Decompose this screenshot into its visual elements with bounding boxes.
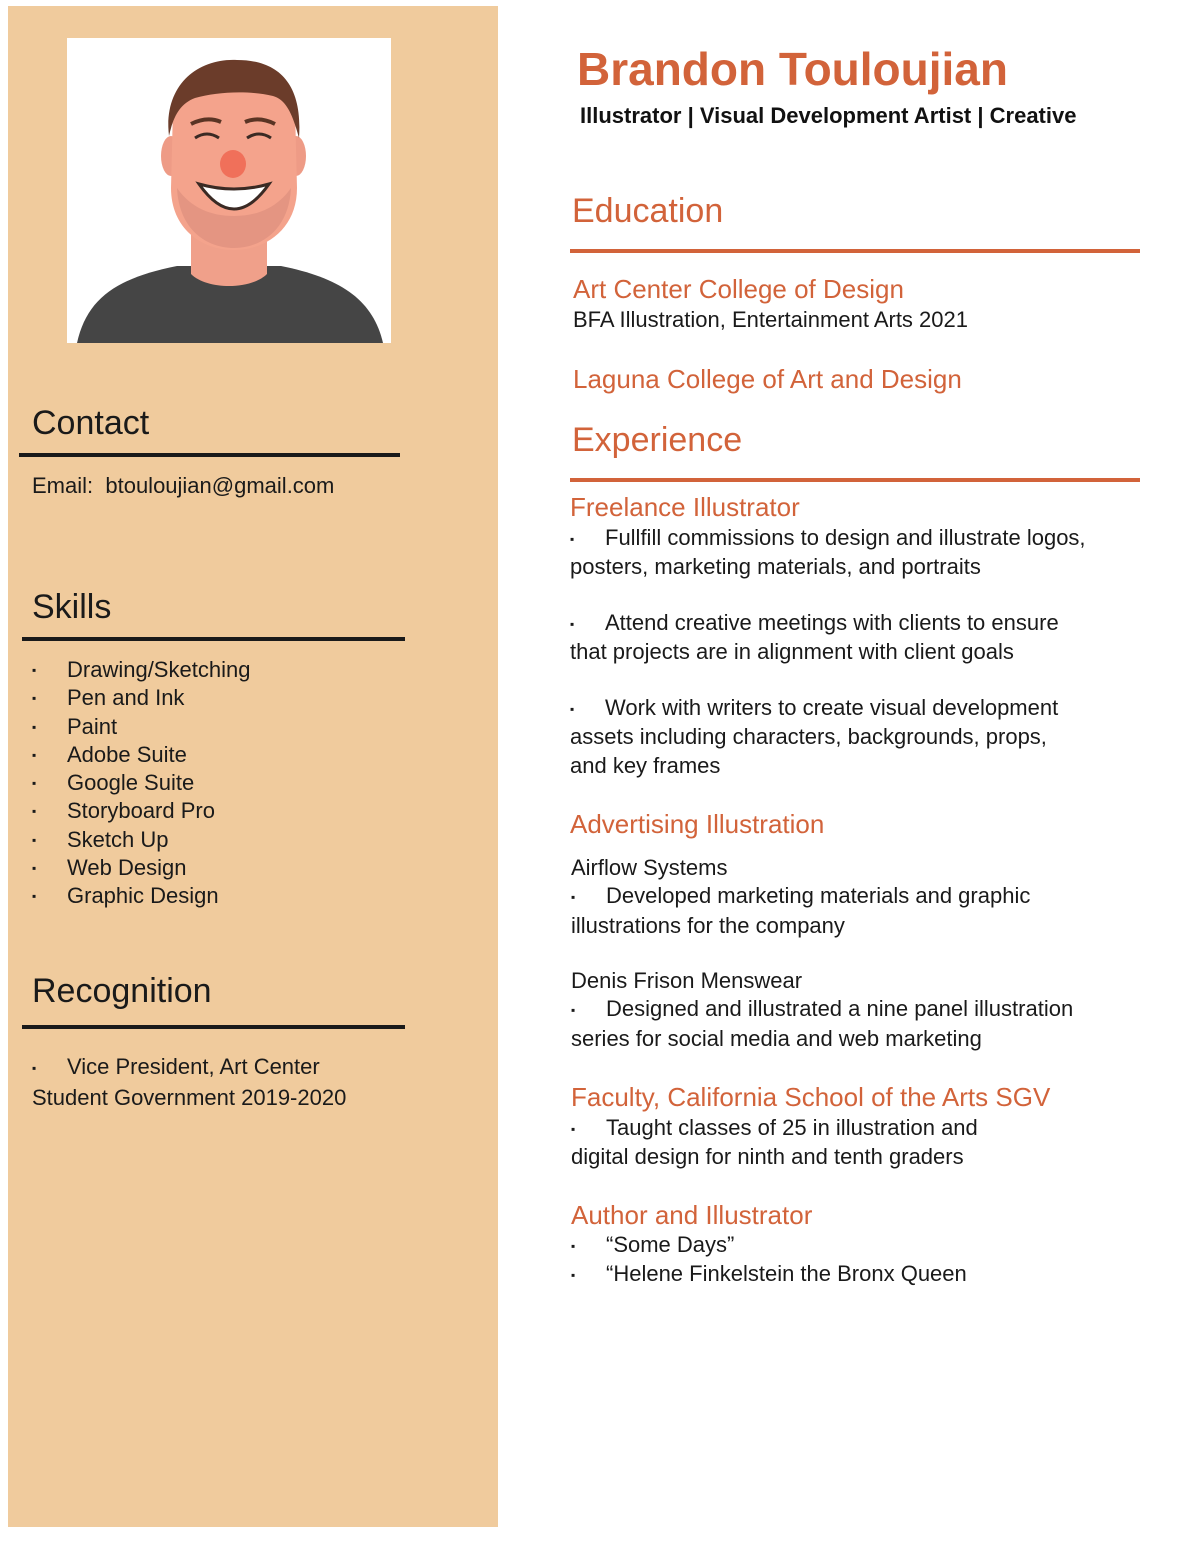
list-item: ▪ Sketch Up	[32, 826, 169, 852]
list-item: ▪ Paint	[32, 713, 118, 739]
list-item: ▪ Google Suite	[32, 770, 195, 796]
book-list	[571, 1231, 967, 1290]
job-title: Faculty, California School of the Arts SGV	[571, 1082, 1051, 1112]
list-item: ▪ “Helene Finkelstein the Bronx Queen	[571, 1261, 967, 1287]
client-name: Airflow Systems	[571, 855, 728, 880]
candidate-name: Brandon Touloujian	[577, 43, 1008, 95]
contact-divider	[19, 453, 400, 457]
list-item: ▪ Graphic Design	[32, 883, 219, 909]
school-name: Art Center College of Design	[573, 274, 904, 304]
list-item: ▪ Drawing/Sketching	[32, 657, 251, 682]
job-bullet: ▪ Attend creative meetings with clients to ensure that projects are in alignment with client goals	[570, 610, 1059, 665]
profile-photo	[67, 38, 391, 343]
contact-heading: Contact	[32, 404, 150, 442]
recognition-heading: Recognition	[32, 972, 212, 1010]
client-entry: Denis Frison Menswear ▪ Designed and illustrated a nine panel illustration series for social media and web marketing	[571, 968, 1074, 1051]
contact-email-line	[32, 472, 334, 500]
avatar-illustration	[67, 38, 391, 343]
list-item: ▪ Web Design	[32, 855, 187, 881]
candidate-tagline: Illustrator | Visual Development Artist | Creative	[580, 103, 1077, 128]
client-entry: Airflow Systems ▪ Developed marketing materials and graphic illustrations for the company	[571, 855, 1031, 938]
list-item: ▪ “Some Days”	[571, 1232, 735, 1257]
job-title: Advertising Illustration	[570, 809, 825, 839]
recognition-entry: ▪ Vice President, Art Center Student Government 2019-2020	[32, 1054, 347, 1110]
skills-list	[32, 656, 250, 911]
job-bullet: ▪ Work with writers to create visual development assets including characters, backgrounds, props, and key frames	[570, 695, 1059, 778]
job-title: Author and Illustrator	[571, 1200, 813, 1230]
list-item: ▪ Pen and Ink	[32, 685, 185, 711]
education-divider	[570, 249, 1140, 253]
experience-divider	[570, 478, 1140, 482]
education-heading: Education	[572, 192, 724, 230]
email-label: Email:	[32, 473, 94, 498]
email-link[interactable]: btouloujian@gmail.com	[105, 473, 335, 498]
list-item: ▪ Storyboard Pro	[32, 798, 215, 824]
skills-heading: Skills	[32, 588, 112, 626]
client-name: Denis Frison Menswear	[571, 968, 803, 993]
job-bullet: ▪ Fullfill commissions to design and illustrate logos, posters, marketing materials, and portraits	[570, 525, 1086, 580]
skills-divider	[22, 637, 405, 641]
school-name: Laguna College of Art and Design	[573, 364, 962, 394]
list-item: ▪ Adobe Suite	[32, 741, 187, 767]
recognition-divider	[22, 1025, 405, 1029]
school-degree: BFA Illustration, Entertainment Arts 2021	[573, 307, 968, 332]
job-title: Freelance Illustrator	[570, 492, 800, 522]
experience-heading: Experience	[572, 421, 743, 459]
job-bullet: ▪ Taught classes of 25 in illustration and digital design for ninth and tenth graders	[571, 1115, 978, 1170]
